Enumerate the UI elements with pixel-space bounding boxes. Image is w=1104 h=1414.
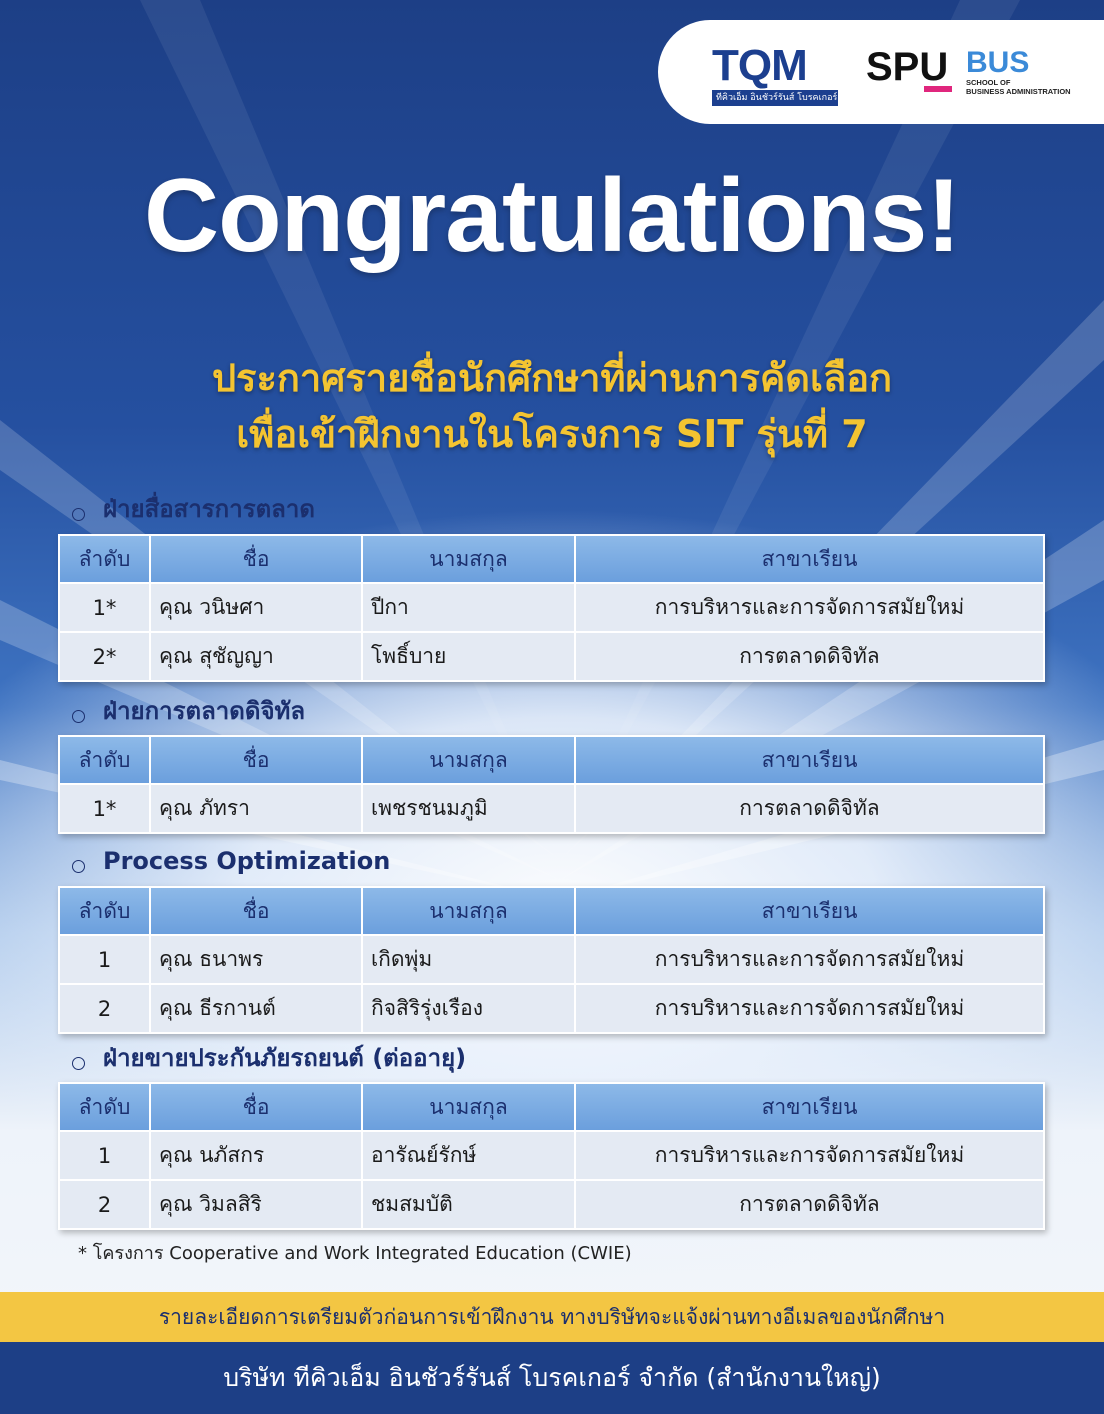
cell-surname: ปีกา: [362, 583, 575, 632]
header-order: ลำดับ: [59, 887, 150, 935]
header-name: ชื่อ: [150, 535, 362, 583]
cell-name: คุณ ธนาพร: [150, 935, 362, 984]
table-header-row: [59, 736, 1044, 784]
section-title-digital-marketing: [72, 696, 305, 726]
header-name: ชื่อ: [150, 887, 362, 935]
circle-bullet-icon: [72, 860, 85, 873]
table-row: [59, 984, 1044, 1033]
spu-logo-text: SPU: [866, 45, 949, 89]
section-title-text: ฝ่ายการตลาดดิจิทัล: [103, 697, 306, 725]
circle-bullet-icon: [72, 710, 85, 723]
headline-line-1: ประกาศรายชื่อนักศึกษาที่ผ่านการคัดเลือก: [211, 356, 893, 400]
table-header-row: [59, 887, 1044, 935]
cell-major: การตลาดดิจิทัล: [575, 632, 1044, 681]
header-order: ลำดับ: [59, 1083, 150, 1131]
section-title-text: ฝ่ายขายประกันภัยรถยนต์ (ต่ออายุ): [103, 1044, 467, 1072]
table-row: [59, 632, 1044, 681]
header-order: ลำดับ: [59, 535, 150, 583]
table-row: [59, 935, 1044, 984]
table-row: [59, 784, 1044, 833]
section-title-text: ฝ่ายสื่อสารการตลาด: [103, 495, 315, 523]
cell-order: 1*: [59, 583, 150, 632]
cell-name: คุณ วิมลสิริ: [150, 1180, 362, 1229]
header-major: สาขาเรียน: [575, 736, 1044, 784]
cell-order: 1: [59, 1131, 150, 1180]
header-surname: นามสกุล: [362, 736, 575, 784]
bus-logo: [966, 48, 1071, 96]
cell-surname: กิจสิริรุ่งเรือง: [362, 984, 575, 1033]
bus-logo-subtitle-1: SCHOOL OF: [966, 78, 1011, 87]
header-surname: นามสกุล: [362, 1083, 575, 1131]
cell-surname: ชมสมบัติ: [362, 1180, 575, 1229]
header-order: ลำดับ: [59, 736, 150, 784]
congratulations-title: Congratulations!: [144, 158, 960, 274]
cell-name: คุณ วนิษศา: [150, 583, 362, 632]
cell-order: 1: [59, 935, 150, 984]
cell-major: การบริหารและการจัดการสมัยใหม่: [575, 1131, 1044, 1180]
cell-surname: เกิดพุ่ม: [362, 935, 575, 984]
cell-major: การตลาดดิจิทัล: [575, 1180, 1044, 1229]
header-surname: นามสกุล: [362, 535, 575, 583]
cwie-footnote: * โครงการ Cooperative and Work Integrated Education (CWIE): [78, 1243, 632, 1264]
cell-major: การบริหารและการจัดการสมัยใหม่: [575, 935, 1044, 984]
header-major: สาขาเรียน: [575, 1083, 1044, 1131]
table-row: [59, 1131, 1044, 1180]
candidate-table: [58, 735, 1045, 834]
candidate-table: [58, 534, 1045, 682]
cell-order: 2: [59, 984, 150, 1033]
cell-surname: เพชรชนมภูมิ: [362, 784, 575, 833]
cell-name: คุณ ภัทรา: [150, 784, 362, 833]
header-major: สาขาเรียน: [575, 887, 1044, 935]
spu-logo: [866, 46, 952, 92]
tqm-logo-subtitle: ทีคิวเอ็ม อินชัวร์รันส์ โบรคเกอร์: [712, 90, 838, 106]
cell-order: 2: [59, 1180, 150, 1229]
table-row: [59, 1180, 1044, 1229]
section-title-auto-insurance-renewal-sales: [72, 1043, 466, 1073]
table-header-row: [59, 1083, 1044, 1131]
bus-logo-text: BUS: [966, 46, 1030, 79]
table-header-row: [59, 535, 1044, 583]
header-name: ชื่อ: [150, 736, 362, 784]
cell-major: การบริหารและการจัดการสมัยใหม่: [575, 583, 1044, 632]
cell-major: การตลาดดิจิทัล: [575, 784, 1044, 833]
tqm-logo-text: TQM: [712, 41, 807, 90]
circle-bullet-icon: [72, 508, 85, 521]
cell-surname: อารัณย์รักษ์: [362, 1131, 575, 1180]
section-title-marketing-communication: [72, 494, 315, 524]
cell-surname: โพธิ์บาย: [362, 632, 575, 681]
header-surname: นามสกุล: [362, 887, 575, 935]
bus-logo-subtitle-2: BUSINESS ADMINISTRATION: [966, 87, 1071, 96]
candidate-table: [58, 1082, 1045, 1230]
cell-order: 2*: [59, 632, 150, 681]
company-name-footer: บริษัท ทีคิวเอ็ม อินชัวร์รันส์ โบรคเกอร์ จำกัด (สำนักงานใหญ่): [0, 1342, 1104, 1414]
candidate-table: [58, 886, 1045, 1034]
cell-name: คุณ ธีรกานต์: [150, 984, 362, 1033]
header-name: ชื่อ: [150, 1083, 362, 1131]
cell-name: คุณ นภัสกร: [150, 1131, 362, 1180]
circle-bullet-icon: [72, 1057, 85, 1070]
section-title-text: Process Optimization: [103, 847, 391, 875]
cell-major: การบริหารและการจัดการสมัยใหม่: [575, 984, 1044, 1033]
headline-line-2: เพื่อเข้าฝึกงานในโครงการ SIT รุ่นที่ 7: [236, 412, 868, 456]
cell-order: 1*: [59, 784, 150, 833]
table-row: [59, 583, 1044, 632]
cell-name: คุณ สุชัญญา: [150, 632, 362, 681]
preparation-notice-banner: รายละเอียดการเตรียมตัวก่อนการเข้าฝึกงาน ทางบริษัทจะแจ้งผ่านทางอีเมลของนักศึกษา: [0, 1292, 1104, 1342]
section-title-process-optimization: [72, 846, 390, 876]
tqm-logo: [712, 41, 838, 106]
header-major: สาขาเรียน: [575, 535, 1044, 583]
